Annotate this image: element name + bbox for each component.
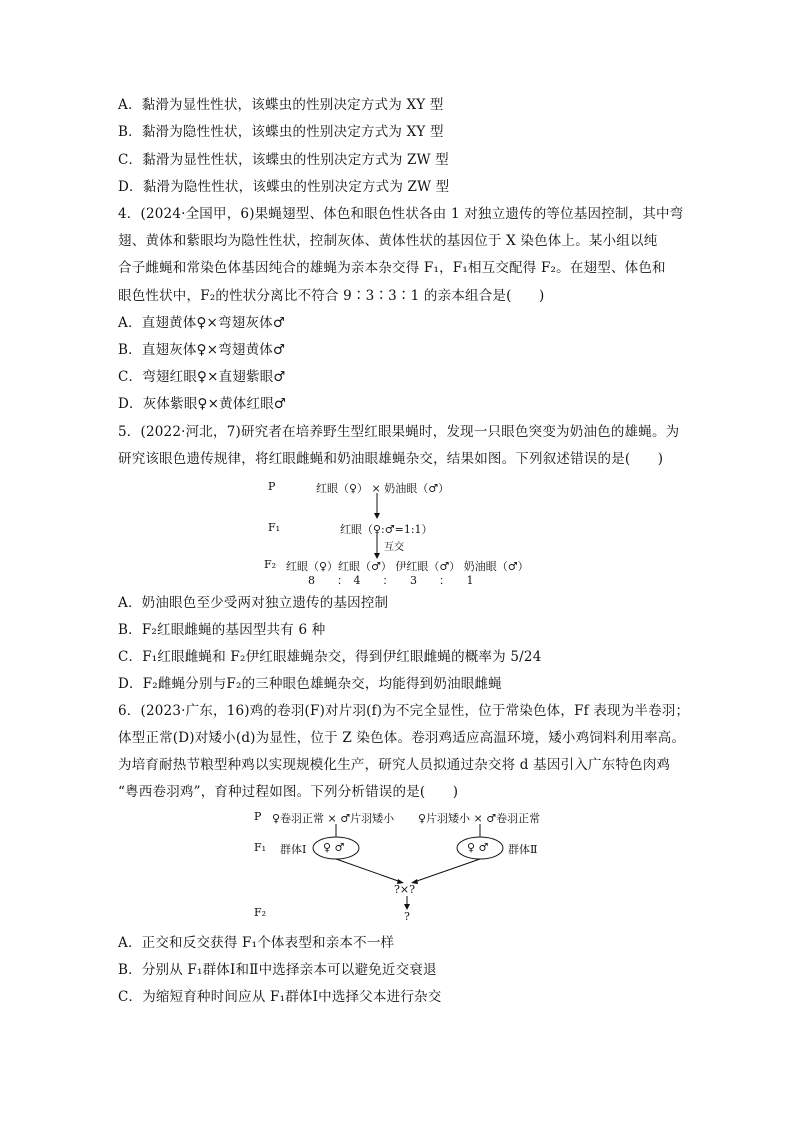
q5-stem-line-2: 研究该眼色遗传规律，将红眼雌蝇和奶油眼雄蝇杂交，结果如图。下列叙述错误的是( ) bbox=[118, 451, 664, 467]
q6-option-c: C．为缩短育种时间应从 F₁群体Ⅰ中选择父本进行杂交 bbox=[118, 989, 442, 1005]
q3-option-c: C．黏滑为显性性状，该蝶虫的性别决定方式为 ZW 型 bbox=[118, 152, 449, 168]
q4-stem-line-1: 4．(2024·全国甲，6)果蝇翅型、体色和眼色性状各由 1 对独立遗传的等位基因控制，其中弯 bbox=[118, 206, 684, 222]
q3-option-b: B．黏滑为隐性性状，该蝶虫的性别决定方式为 XY 型 bbox=[118, 124, 444, 140]
q6-p-label: P bbox=[254, 810, 262, 823]
q5-option-b: B．F₂红眼雌蝇的基因型共有 6 种 bbox=[118, 622, 326, 638]
q6-option-a: A．正交和反交获得 F₁个体表型和亲本不一样 bbox=[118, 935, 395, 951]
q5-option-d: D．F₂雌蝇分别与F₂的三种眼色雄蝇杂交，均能得到奶油眼雌蝇 bbox=[118, 676, 502, 692]
q5-cross-note: 互交 bbox=[384, 542, 404, 553]
q6-f1-label: F₁ bbox=[254, 841, 267, 854]
q5-f1-label: F₁ bbox=[268, 521, 281, 534]
q4-option-c: C．弯翅红眼♀×直翅紫眼♂ bbox=[118, 369, 286, 385]
q4-option-a: A．直翅黄体♀×弯翅灰体♂ bbox=[118, 315, 286, 331]
q6-option-b: B．分别从 F₁群体Ⅰ和Ⅱ中选择亲本可以避免近交衰退 bbox=[118, 962, 437, 978]
q5-f2-ratio: 8 ： 4 ： 3 ： 1 bbox=[308, 574, 474, 587]
q6-breeding-diagram bbox=[248, 806, 558, 928]
q4-stem-line-3: 合子雌蝇和常染色体基因纯合的雄蝇为亲本杂交得 F₁，F₁相互交配得 F₂。在翅型、体色和 bbox=[118, 260, 666, 276]
q3-option-a: A．黏滑为显性性状，该蝶虫的性别决定方式为 XY 型 bbox=[118, 97, 444, 113]
q5-p-cross: 红眼（♀） × 奶油眼（♂） bbox=[316, 482, 450, 495]
q6-stem-line-4: “粤西卷羽鸡”，育种过程如图。下列分析错误的是( ) bbox=[118, 784, 459, 800]
q5-option-c: C．F₁红眼雌蝇和 F₂伊红眼雄蝇杂交，得到伊红眼雌蝇的概率为 5/24 bbox=[118, 649, 542, 665]
q5-stem-line-1: 5．(2022·河北，7)研究者在培养野生型红眼果蝇时，发现一只眼色突变为奶油色的雄蝇。为 bbox=[118, 424, 680, 440]
q6-f2-label: F₂ bbox=[254, 906, 267, 919]
q5-cross-diagram bbox=[260, 478, 540, 588]
q6-f2-question: ? bbox=[404, 910, 410, 923]
q6-group-1: 群体Ⅰ bbox=[280, 843, 307, 856]
q3-option-d: D．黏滑为隐性性状，该蝶虫的性别决定方式为 ZW 型 bbox=[118, 179, 450, 195]
q6-stem-line-1: 6．(2023·广东，16)鸡的卷羽(F)对片羽(f)为不完全显性，位于常染色体，Ff 表现为半卷羽； bbox=[118, 703, 690, 719]
q5-option-a: A．奶油眼色至少受两对独立遗传的基因控制 bbox=[118, 595, 389, 611]
q6-mid-cross: ?×? bbox=[394, 883, 416, 896]
q5-f2-label: F₂ bbox=[264, 558, 277, 571]
q4-option-d: D．灰体紫眼♀×黄体红眼♂ bbox=[118, 396, 287, 412]
q6-p-right-cross: ♀片羽矮小 × ♂卷羽正常 bbox=[418, 812, 541, 825]
q6-group-2-sexes: ♀ ♂ bbox=[467, 841, 489, 854]
q5-p-label: P bbox=[268, 480, 276, 493]
q6-group-2: 群体Ⅱ bbox=[508, 843, 538, 856]
q6-group-1-sexes: ♀ ♂ bbox=[323, 841, 345, 854]
q6-stem-line-3: 为培育耐热节粮型种鸡以实现规模化生产，研究人员拟通过杂交将 d 基因引入广东特色肉鸡 bbox=[118, 757, 671, 773]
q6-stem-line-2: 体型正常(D)对矮小(d)为显性，位于 Z 染色体。卷羽鸡适应高温环境，矮小鸡饲料利用率高。 bbox=[118, 730, 686, 746]
q4-stem-line-4: 眼色性状中，F₂的性状分离比不符合 9∶3∶3∶1 的亲本组合是( ) bbox=[118, 288, 545, 304]
q4-option-b: B．直翅灰体♀×弯翅黄体♂ bbox=[118, 342, 286, 358]
q4-stem-line-2: 翅、黄体和紫眼均为隐性性状，控制灰体、黄体性状的基因位于 X 染色体上。某小组以纯 bbox=[118, 233, 658, 249]
q5-f1-text: 红眼（♀:♂=1:1） bbox=[340, 523, 433, 536]
q5-f2-text: 红眼（♀）红眼（♂） 伊红眼（♂） 奶油眼（♂） bbox=[286, 560, 529, 573]
q6-p-left-cross: ♀卷羽正常 × ♂片羽矮小 bbox=[272, 812, 395, 825]
